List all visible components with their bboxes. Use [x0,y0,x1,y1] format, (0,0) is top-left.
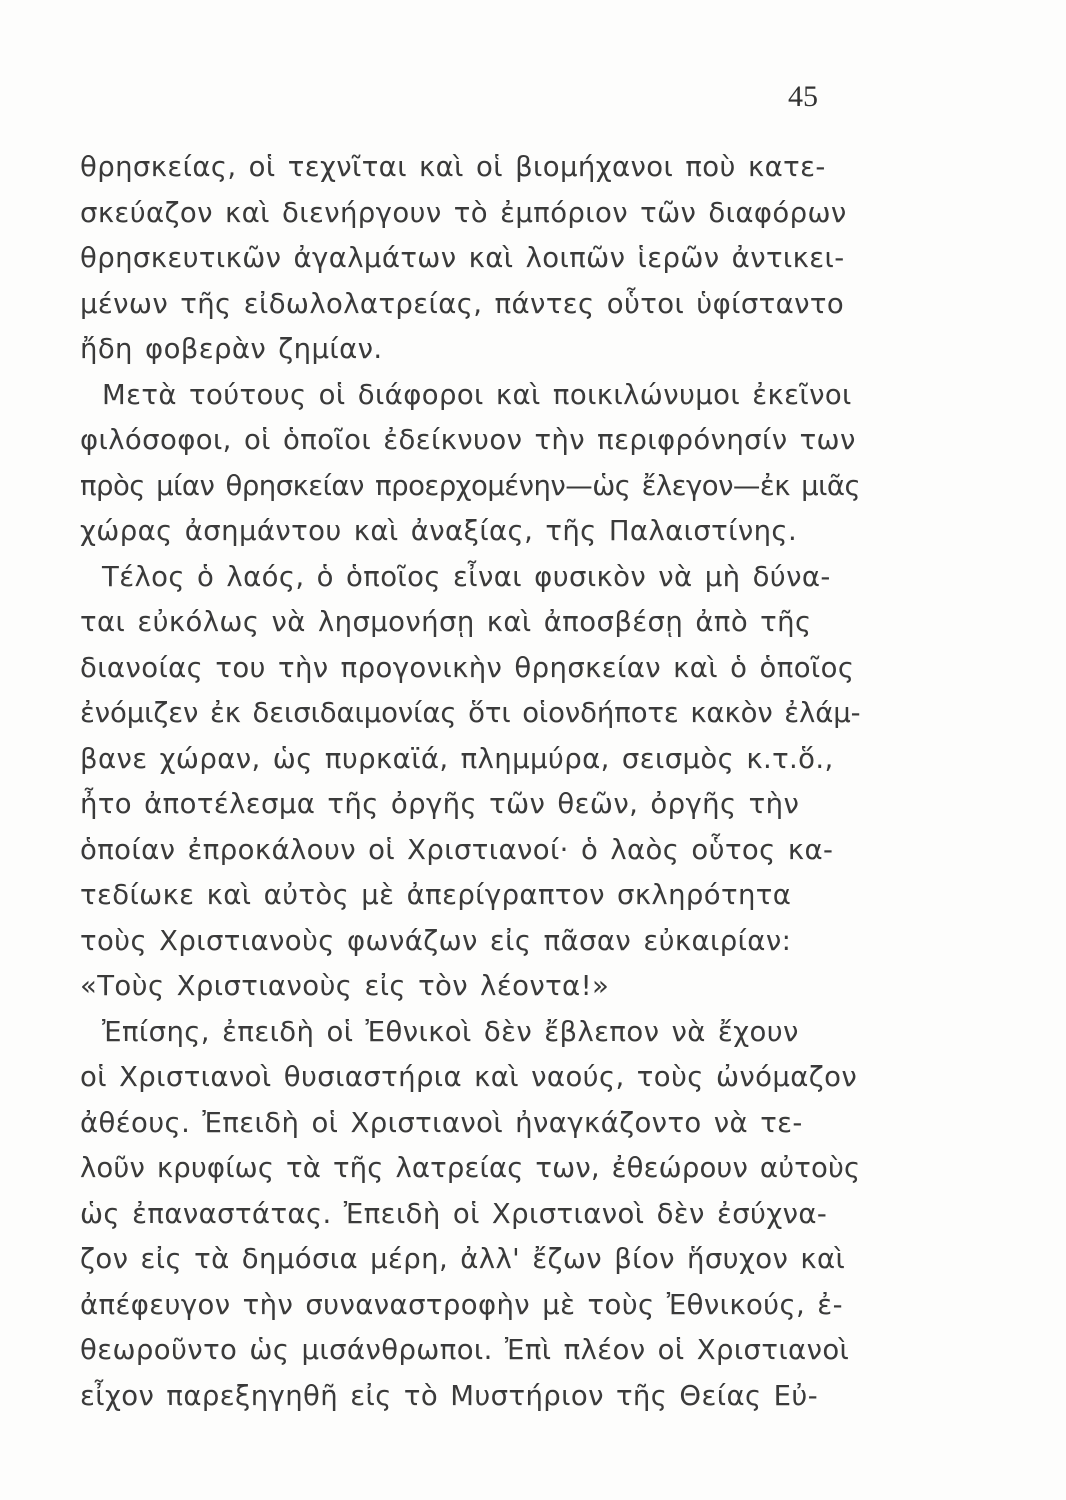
text-line: χώρας ἀσημάντου καὶ ἀναξίας, τῆς Παλαιστίνης. [80,515,798,547]
text-line: τεδίωκε καὶ αὐτὸς μὲ ἀπερίγραπτον σκληρότητα [80,879,792,911]
text-line: ὡς ἐπαναστάτας. Ἐπειδὴ οἱ Χριστιανοὶ δὲν ἐσύχνα- [80,1197,828,1230]
text-line: ζον εἰς τὰ δημόσια μέρη, ἀλλ' ἔζων βίον ἥσυχον καὶ [80,1243,846,1275]
page-number: 45 [788,80,818,113]
text-line: διανοίας του τὴν προγονικὴν θρησκείαν καὶ ὁ ὁποῖος [80,651,855,684]
text-line: σκεύαζον καὶ διενήργουν τὸ ἐμπόριον τῶν διαφόρων [80,196,847,229]
text-line: ἐνόμιζεν ἐκ δεισιδαιμονίας ὅτι οἱονδήποτε κακὸν ἐλάμ- [80,697,861,729]
text-line: Ἐπίσης, ἐπειδὴ οἱ Ἐθνικοὶ δὲν ἔβλεπον νὰ ἔχουν [102,1015,799,1048]
text-line: θρησκείας, οἱ τεχνῖται καὶ οἱ βιομήχανοι ποὺ κατε- [80,151,826,183]
text-line: φιλόσοφοι, οἱ ὁποῖοι ἐδείκνυον τὴν περιφρόνησίν των [80,424,856,456]
text-line: Μετὰ τούτους οἱ διάφοροι καὶ ποικιλώνυμοι ἐκεῖνοι [102,378,852,411]
text-line: ἦτο ἀποτέλεσμα τῆς ὀργῆς τῶν θεῶν, ὀργῆς τὴν [80,788,800,820]
text-line: λοῦν κρυφίως τὰ τῆς λατρείας των, ἐθεώρουν αὐτοὺς [80,1152,861,1184]
text-line: οἱ Χριστιανοὶ θυσιαστήρια καὶ ναούς, τοὺς ὠνόμαζον [80,1061,858,1093]
text-line: ἤδη φοβερὰν ζημίαν. [80,333,383,365]
text-line: Τέλος ὁ λαός, ὁ ὁποῖος εἶναι φυσικὸν νὰ μὴ δύνα- [102,560,831,593]
text-line: θεωροῦντο ὡς μισάνθρωποι. Ἐπὶ πλέον οἱ Χριστιανοὶ [80,1334,850,1366]
text-line: τοὺς Χριστιανοὺς φωνάζων εἰς πᾶσαν εὐκαιρίαν: [80,924,792,957]
text-line: πρὸς μίαν θρησκείαν προερχομένην—ὡς ἔλεγον—ἐκ μιᾶς [80,469,861,502]
text-line: ἀθέους. Ἐπειδὴ οἱ Χριστιανοὶ ἠναγκάζοντο νὰ τε- [80,1106,803,1139]
text-line: «Τοὺς Χριστιανοὺς εἰς τὸν λέοντα!» [80,970,610,1002]
text-line: ὁποίαν ἐπροκάλουν οἱ Χριστιανοί· ὁ λαὸς οὗτος κα- [80,833,834,866]
body-text [80,145,860,1419]
text-line: ται εὐκόλως νὰ λησμονήσῃ καὶ ἀποσβέσῃ ἀπὸ τῆς [80,606,812,638]
text-line: βανε χώραν, ὡς πυρκαϊά, πλημμύρα, σεισμὸς κ.τ.ὅ., [80,742,834,775]
text-line: θρησκευτικῶν ἀγαλμάτων καὶ λοιπῶν ἱερῶν ἀντικει- [80,242,845,274]
text-line: ἀπέφευγον τὴν συναναστροφὴν μὲ τοὺς Ἐθνικούς, ἐ- [80,1288,843,1321]
text-line: εἶχον παρεξηγηθῆ εἰς τὸ Μυστήριον τῆς Θείας Εὐ- [80,1379,819,1412]
text-line: μένων τῆς εἰδωλολατρείας, πάντες οὗτοι ὑφίσταντο [80,287,845,320]
